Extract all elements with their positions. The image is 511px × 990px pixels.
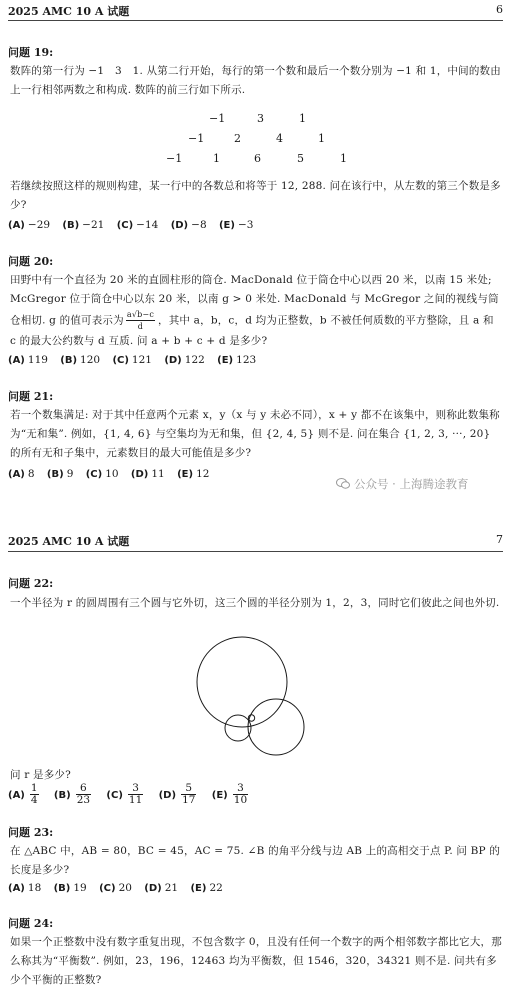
tangent-circles-diagram [190, 632, 320, 762]
array-cell: −1 [188, 132, 205, 145]
choice-d: (D) −8 [170, 219, 207, 231]
choice-e: (E) −3 [218, 219, 254, 231]
array-cell: 5 [297, 152, 304, 165]
choice-a: (A) −29 [8, 219, 51, 231]
q20-choices [8, 354, 265, 366]
q24-title: 问题 24: [8, 917, 54, 930]
choice-a: (A) 8 [8, 468, 35, 480]
q23-text: 在 △ABC 中，AB = 80，BC = 45，AC = 75. ∠B 的角平分线与边 AB 上的高相交于点 P. 问 BP 的长度是多少? [10, 845, 501, 876]
page-number: 7 [496, 533, 503, 546]
choice-a: (A) 119 [8, 354, 48, 366]
array-cell: 1 [299, 112, 306, 125]
wechat-icon [336, 478, 350, 489]
array-cell: 3 [257, 112, 264, 125]
choice-b: (B) $\frac{6}{23}$ [53, 782, 91, 806]
q20-text: 田野中有一个直径为 20 米的直圆柱形的筒仓. MacDonald 位于筒仓中心以西 20 米，以南 15 米处; McGregor 位于筒仓中心以东 20 米，以南 g > 0 米处. MacDonald 与 McGregor 之间的视线与筒仓相切. g 的值可表示为 $\frac{a√b-c}{d}$ ，其中 a，b，c，d 均为正整数，b 不被任何质数的平方整除，且 a 和 c 的最大公约数与 d 互质. 问 a + b + c + d 是多少? [10, 274, 499, 347]
header-title: 2025 AMC 10 A 试题 [8, 5, 130, 18]
page-number: 6 [496, 3, 503, 16]
choice-b: (B) 19 [53, 882, 87, 894]
choice-b: (B) 120 [60, 354, 101, 366]
q19-choices [8, 219, 262, 231]
watermark-text: 公众号 · 上海腾途教育 [354, 477, 469, 491]
choice-e: (E) 22 [190, 882, 223, 894]
choice-a: (A) 18 [8, 882, 42, 894]
q22-text: 一个半径为 r 的圆周围有三个圆与它外切，这三个圆的半径分别为 1，2，3，同时它们彼此之间也外切. [10, 597, 500, 609]
page-header-6 [8, 3, 503, 19]
q22-title: 问题 22: [8, 577, 54, 590]
choice-a: (A) $\frac{1}{4}$ [8, 782, 38, 806]
choice-c: (C) 20 [99, 882, 132, 894]
choice-c: (C) 10 [85, 468, 119, 480]
circle-radius-1 [225, 715, 251, 741]
watermark [336, 476, 468, 492]
choice-e: (E) $\frac{3}{10}$ [211, 782, 248, 806]
array-cell: 4 [276, 132, 283, 145]
choice-c: (C) $\frac{3}{11}$ [106, 782, 143, 806]
q19-text-2: 若继续按照这样的规则构建，某一行中的各数总和将等于 12, 288. 问在该行中，从左数的第三个数是多少? [10, 180, 501, 211]
array-cell: −1 [209, 112, 226, 125]
q24-text: 如果一个正整数中没有数字重复出现，不包含数字 0，且没有任何一个数字的两个相邻数字都比它大，那么称其为“平衡数”. 例如，23，196，12463 均为平衡数，但 1546，320，34321 则不是. 问共有多少个平衡的正整数? [10, 936, 502, 986]
choice-b: (B) 9 [46, 468, 74, 480]
q23-title: 问题 23: [8, 826, 54, 839]
array-cell: 6 [254, 152, 261, 165]
q22-question: 问 r 是多少? [10, 769, 71, 781]
q21-title: 问题 21: [8, 390, 54, 403]
page-header-7 [8, 533, 503, 549]
choice-e: (E) 12 [177, 468, 210, 480]
choice-d: (D) 11 [130, 468, 165, 480]
choice-c: (C) −14 [116, 219, 159, 231]
header-rule [8, 20, 503, 21]
q20-title: 问题 20: [8, 255, 54, 268]
array-cell: 1 [213, 152, 220, 165]
circle-radius-2 [248, 699, 304, 755]
q21-text: 若一个数集满足: 对于其中任意两个元素 x，y（x 与 y 未必不同），x + y 都不在该集中，则称此数集称为“无和集”. 例如，{1, 4, 6} 与空集均为无和集，但 {2, 4, 5} 则不是. 问在集合 {1, 2, 3, ···, 20} 的所有无和子集中，元素数目的最大可能值是多少? [10, 409, 500, 459]
choice-d: (D) $\frac{5}{17}$ [158, 782, 196, 806]
q19-text: 数阵的第一行为 −1 3 1. 从第二行开始，每行的第一个数和最后一个数分别为 −1 和 1，中间的数由上一行相邻两数之和构成. 数阵的前三行如下所示. [10, 65, 501, 96]
q23-choices [8, 882, 232, 894]
array-cell: 1 [340, 152, 347, 165]
choice-d: (D) 122 [164, 354, 205, 366]
q22-choices [8, 783, 260, 806]
circle-radius-3 [197, 637, 287, 727]
q21-choices [8, 468, 218, 480]
choice-c: (C) 121 [112, 354, 152, 366]
header-title: 2025 AMC 10 A 试题 [8, 535, 130, 548]
choice-e: (E) 123 [217, 354, 257, 366]
q19-title: 问题 19: [8, 46, 54, 59]
array-cell: 2 [234, 132, 241, 145]
choice-d: (D) 21 [144, 882, 179, 894]
fraction: $\frac{a√b-c}{d}$ [126, 310, 155, 331]
array-cell: −1 [166, 152, 183, 165]
array-cell: 1 [318, 132, 325, 145]
choice-b: (B) −21 [62, 219, 105, 231]
header-rule [8, 551, 503, 552]
